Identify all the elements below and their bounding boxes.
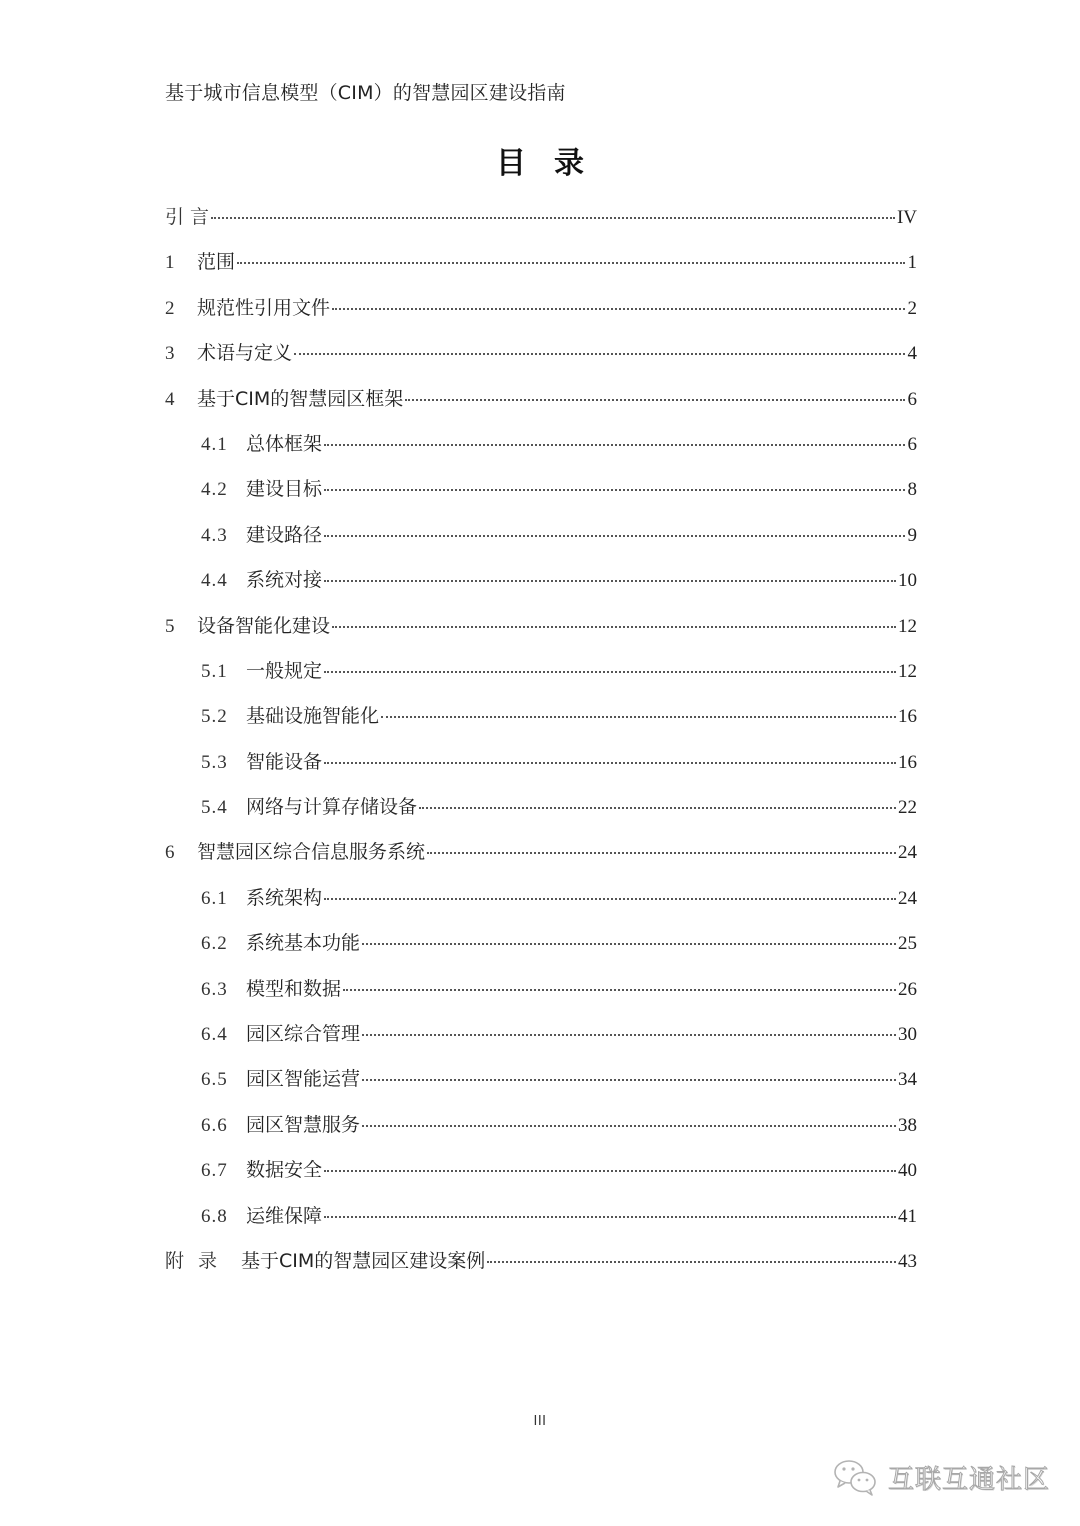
toc-entry-2[interactable] — [165, 286, 917, 331]
toc-entry-number: 5.2 — [201, 706, 228, 728]
dot-leader — [237, 262, 905, 264]
toc-entry-number: 附 录 — [165, 1249, 222, 1272]
toc-entry-6-3[interactable] — [165, 967, 917, 1012]
toc-entry-5-3[interactable] — [165, 740, 917, 785]
dot-leader — [324, 580, 896, 582]
toc-entry-number: 4.3 — [201, 524, 228, 546]
toc-entry-label: 基于CIM的智慧园区框架 — [197, 387, 404, 410]
dot-leader — [405, 399, 905, 401]
dot-leader — [362, 1125, 896, 1127]
toc-entry-label: 系统对接 — [246, 569, 323, 592]
toc-entry-page: 10 — [898, 570, 917, 592]
toc-entry-label: 网络与计算存储设备 — [246, 796, 418, 819]
dot-leader — [381, 716, 896, 718]
dot-leader — [362, 1079, 896, 1081]
toc-title-char-1: 目 — [496, 146, 526, 181]
toc-entry-label: 园区综合管理 — [246, 1023, 361, 1046]
toc-entry-5[interactable] — [165, 604, 917, 649]
toc-entry-intro[interactable] — [165, 195, 917, 240]
toc-entry-4-2[interactable] — [165, 467, 917, 512]
toc-entry-label: 规范性引用文件 — [197, 296, 331, 319]
toc-entry-label: 智能设备 — [246, 750, 323, 773]
dot-leader — [324, 1216, 896, 1218]
toc-entry-5-2[interactable] — [165, 694, 917, 739]
toc-entry-number: 5.4 — [201, 797, 228, 819]
toc-entry-number: 6.7 — [201, 1160, 228, 1182]
toc-entry-page: 43 — [898, 1250, 917, 1272]
toc-entry-number: 6 — [165, 842, 175, 864]
dot-leader — [294, 353, 905, 355]
toc-entry-number: 5 — [165, 615, 175, 637]
toc-entry-number: 6.1 — [201, 887, 228, 909]
toc-entry-page: 8 — [907, 479, 917, 501]
toc-entry-3[interactable] — [165, 331, 917, 376]
toc-entry-number: 6.5 — [201, 1069, 228, 1091]
toc-entry-label: 运维保障 — [246, 1204, 323, 1227]
toc-entry-label: 建设路径 — [246, 523, 323, 546]
toc-entry-page: 4 — [907, 343, 917, 365]
toc-entry-label: 基础设施智能化 — [246, 705, 380, 728]
toc-entry-page: 34 — [898, 1069, 917, 1091]
toc-entry-label: 基于CIM的智慧园区建设案例 — [241, 1249, 486, 1272]
dot-leader — [324, 1170, 896, 1172]
page-number: III — [533, 1414, 547, 1429]
dot-leader — [362, 1034, 896, 1036]
toc-entry-page: 24 — [898, 842, 917, 864]
table-of-contents — [165, 195, 917, 1284]
watermark-text: 互联互通社区 — [888, 1464, 1051, 1495]
toc-entry-label: 数据安全 — [246, 1159, 323, 1182]
toc-entry-label: 园区智慧服务 — [246, 1113, 361, 1136]
toc-entry-5-4[interactable] — [165, 785, 917, 830]
watermark — [832, 1458, 1050, 1496]
toc-entry-page: 26 — [898, 978, 917, 1000]
running-header: 基于城市信息模型（CIM）的智慧园区建设指南 — [165, 82, 566, 104]
toc-entry-label: 智慧园区综合信息服务系统 — [197, 841, 426, 864]
toc-entry-page: 9 — [907, 524, 917, 546]
toc-entry-page: 12 — [898, 615, 917, 637]
toc-entry-number: 2 — [165, 297, 175, 319]
toc-entry-5-1[interactable] — [165, 649, 917, 694]
toc-entry-number: 5.3 — [201, 751, 228, 773]
toc-entry-4-1[interactable] — [165, 422, 917, 467]
toc-entry-4[interactable] — [165, 377, 917, 422]
toc-entry-page: 30 — [898, 1024, 917, 1046]
toc-title — [0, 138, 1080, 182]
dot-leader — [324, 535, 905, 537]
toc-entry-label: 建设目标 — [246, 478, 323, 501]
toc-entry-6-8[interactable] — [165, 1194, 917, 1239]
dot-leader — [211, 217, 895, 219]
dot-leader — [343, 989, 896, 991]
toc-entry-label: 一般规定 — [246, 659, 323, 682]
toc-entry-page: 24 — [898, 887, 917, 909]
toc-entry-number: 4.4 — [201, 570, 228, 592]
toc-entry-6-6[interactable] — [165, 1103, 917, 1148]
toc-entry-number: 6.8 — [201, 1205, 228, 1227]
toc-entry-page: 16 — [898, 706, 917, 728]
wechat-icon — [832, 1458, 880, 1496]
toc-entry-label: 系统基本功能 — [246, 932, 361, 955]
toc-entry-page: 6 — [907, 388, 917, 410]
toc-entry-number: 6.2 — [201, 933, 228, 955]
toc-entry-6-1[interactable] — [165, 876, 917, 921]
dot-leader — [324, 671, 896, 673]
toc-entry-number: 3 — [165, 343, 175, 365]
toc-entry-page: 41 — [898, 1205, 917, 1227]
toc-entry-number: 6.3 — [201, 978, 228, 1000]
toc-entry-6-2[interactable] — [165, 921, 917, 966]
toc-entry-page: 1 — [907, 252, 917, 274]
dot-leader — [427, 852, 896, 854]
toc-entry-page: 6 — [907, 433, 917, 455]
toc-entry-6-5[interactable] — [165, 1057, 917, 1102]
toc-entry-appendix[interactable] — [165, 1239, 917, 1284]
dot-leader — [324, 898, 896, 900]
toc-entry-number: 4.2 — [201, 479, 228, 501]
toc-entry-6-4[interactable] — [165, 1012, 917, 1057]
dot-leader — [487, 1261, 896, 1263]
toc-entry-page: 38 — [898, 1114, 917, 1136]
toc-entry-number: 6.6 — [201, 1114, 228, 1136]
toc-entry-page: IV — [896, 207, 917, 228]
toc-entry-page: 12 — [898, 660, 917, 682]
toc-entry-page: 40 — [898, 1160, 917, 1182]
toc-entry-number: 4 — [165, 388, 175, 410]
dot-leader — [332, 308, 905, 310]
dot-leader — [324, 762, 896, 764]
toc-entry-label: 园区智能运营 — [246, 1068, 361, 1091]
toc-title-char-2: 录 — [554, 146, 584, 181]
toc-entry-1[interactable] — [165, 240, 917, 285]
dot-leader — [324, 444, 905, 446]
toc-entry-page: 25 — [898, 933, 917, 955]
toc-entry-4-4[interactable] — [165, 558, 917, 603]
toc-entry-page: 16 — [898, 751, 917, 773]
toc-entry-label: 系统架构 — [246, 886, 323, 909]
toc-entry-label: 范围 — [197, 251, 236, 274]
toc-entry-page: 22 — [898, 797, 917, 819]
toc-entry-6-7[interactable] — [165, 1148, 917, 1193]
dot-leader — [324, 489, 905, 491]
toc-entry-6[interactable] — [165, 830, 917, 875]
dot-leader — [362, 943, 896, 945]
dot-leader — [332, 626, 896, 628]
toc-entry-label: 设备智能化建设 — [197, 614, 331, 637]
toc-entry-number: 1 — [165, 252, 175, 274]
toc-entry-number: 6.4 — [201, 1024, 228, 1046]
toc-entry-number: 引 言 — [165, 206, 210, 228]
toc-entry-label: 模型和数据 — [246, 977, 342, 1000]
toc-entry-label: 术语与定义 — [197, 342, 293, 365]
toc-entry-number: 5.1 — [201, 660, 228, 682]
toc-entry-label: 总体框架 — [246, 432, 323, 455]
dot-leader — [419, 807, 896, 809]
toc-entry-number: 4.1 — [201, 433, 228, 455]
toc-entry-page: 2 — [907, 297, 917, 319]
toc-entry-4-3[interactable] — [165, 513, 917, 558]
